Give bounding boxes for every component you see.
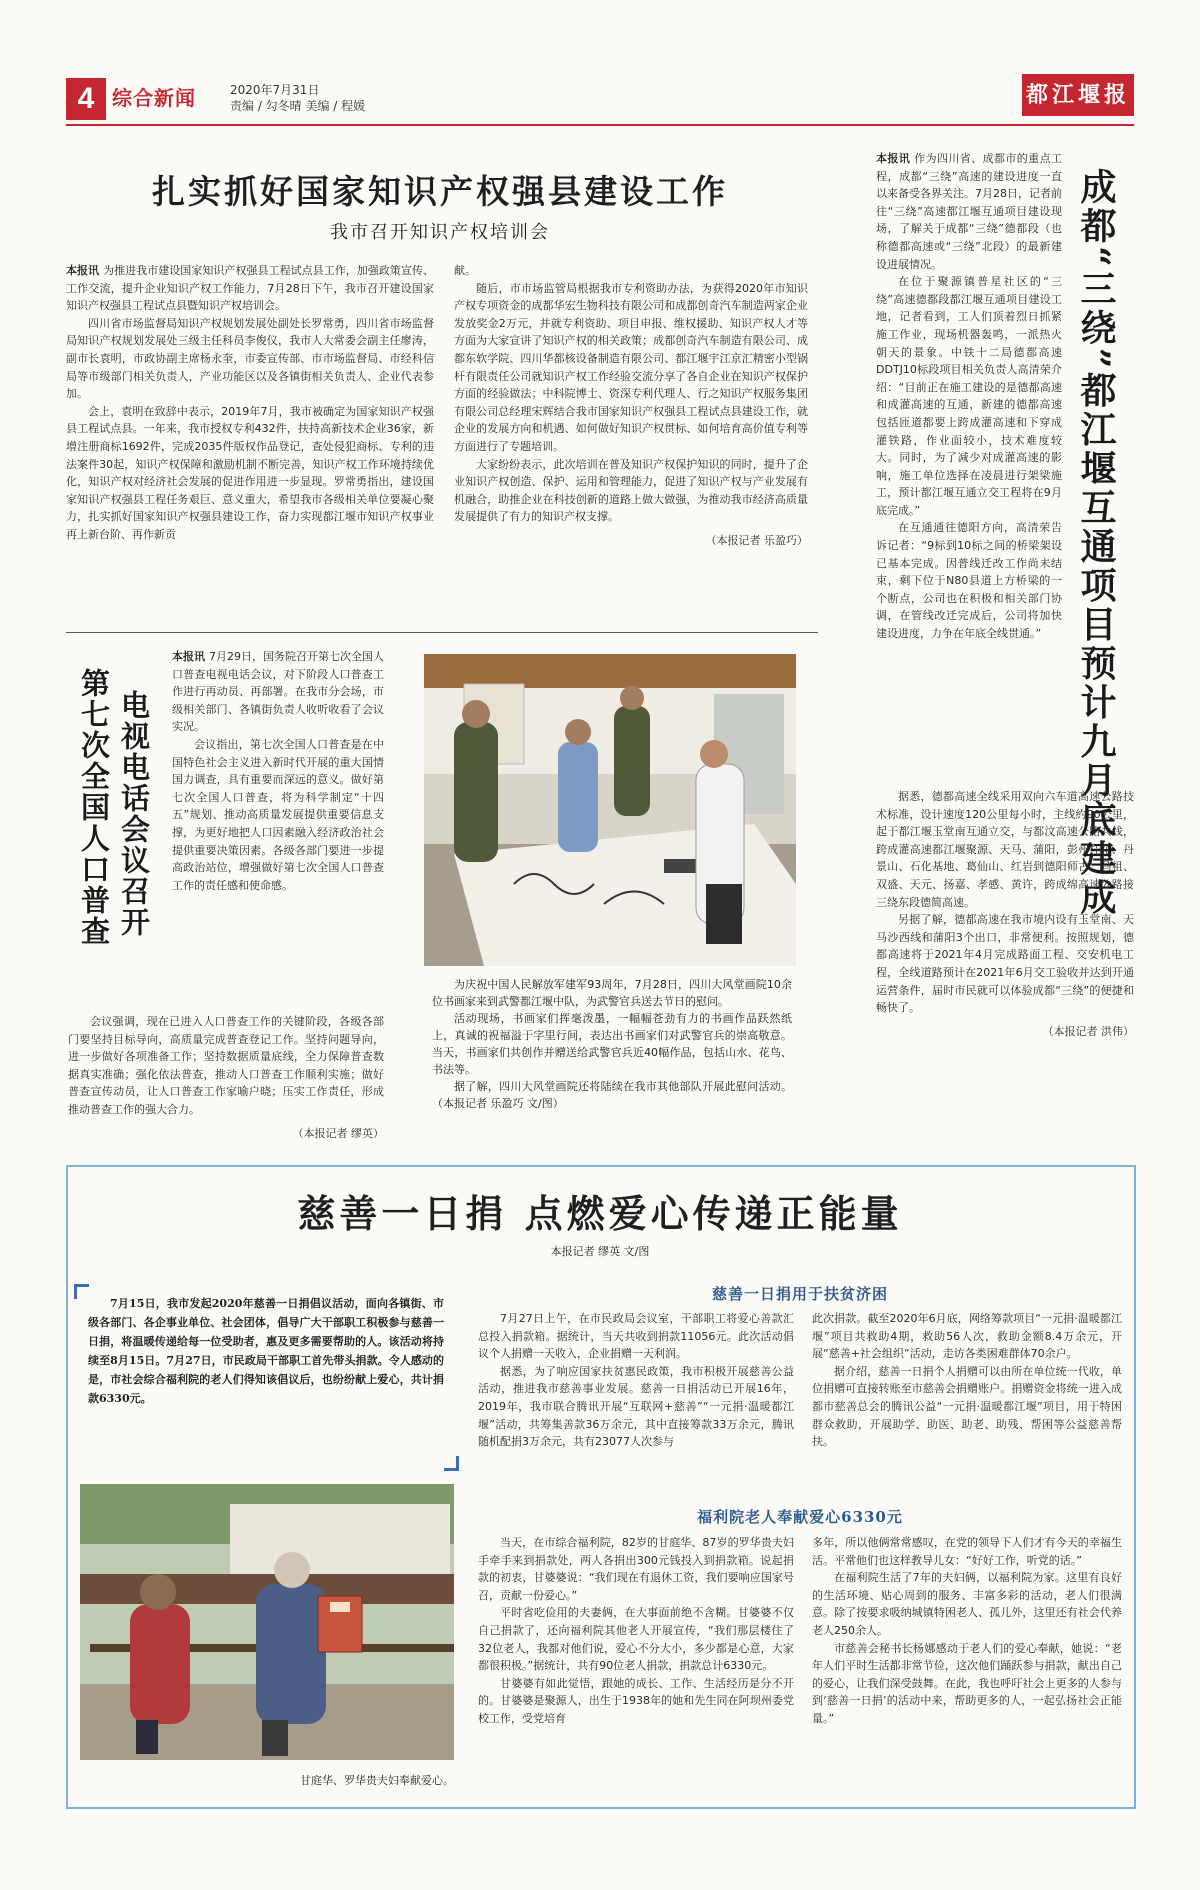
article2-text: 本报讯 7月29日，国务院召开第七次全国人口普查电视电话会议，对下阶段人口普查工作进行再动员、再部署。在我市分会场，市级相关部门、各镇街负责人收听收看了会议实况。 会议指出，第七次全国人口普查是在中国特色社会主义进入新时代开展的重大国情国力调查，具有重要而深远的意义。做好第七次全国人口普查，将为科学制定“十四五”规划、推动高质量发展提供重要信息支撑，为更好地把人口因素融入经济政治社会提供重要决策因素。各级各部门要进一步提高政治站位，增强做好第七次全国人口普查工作的责任感和使命感。: [172, 648, 384, 894]
charity-para: 当天，在市综合福利院，82岁的甘庭华、87岁的罗华贵夫妇手牵手来到捐款处，两人各捐出300元钱投入到捐款箱。说起捐款的初衷，甘婆婆说：“我们现在有退休工资，我们要响应国家号召，贡献一份爱心。”: [478, 1536, 794, 1602]
article2-title-line2: 第七次全国人口普查: [77, 668, 111, 947]
charity-para: 多年，所以他俩常常感叹，在党的领导下人们才有今天的幸福生活。平常他们也这样教导儿女：“好好工作，听党的话。”: [812, 1536, 1122, 1567]
article2-title-line1: 电视电话会议召开: [117, 690, 151, 938]
charity-intro-bracket: [444, 1456, 459, 1471]
article2-text-wide: [68, 1013, 384, 1142]
article1-para: 随后，市市场监管局根据我市专利资助办法，为获得2020年市知识产权专项资金的成都华宏生物科技有限公司和成都创奇汽车制造两家企业发放奖金2万元，并就专利资助、项目申报、维权援助、知识产权人才等方面为大家宣讲了知识产权的相关政策；成都创奇汽车制造有限公司、成都东软学院、四川华都核设备制造有限公司、都江堰宇江京汇精密小型锅杆有限责任公司就知识产权工作经验交流分享了各自企业在知识产权保护方面的经验做法；中科院博士、资深专利代理人、行之知识产权服务集团有限公司总经理宋辉结合我市国家知识产权强县工程试点县建设工作，就企业的发展方向和机遇、如何做好知识产权贯标、如何培育高价值专利等方面进行了专题培训。: [454, 281, 808, 453]
issue-meta: [230, 82, 365, 114]
charity-photo-caption: 甘庭华、罗华贵夫妇奉献爱心。: [300, 1774, 454, 1787]
divider: [66, 632, 818, 633]
charity-reporter: 本报记者 缪英 文/图: [550, 1245, 650, 1258]
article1-byline: （本报记者 乐盈巧）: [705, 533, 808, 547]
charity-subhead-2: 福利院老人奉献爱心6330元: [697, 1508, 903, 1526]
article3-text-bottom: [876, 788, 1134, 1040]
charity-para: 市慈善会秘书长杨娜感动于老人们的爱心奉献，她说：“老年人们平时生活都非常节俭，这次他们踊跃参与捐款，献出自己的爱心，让我们深受鼓舞。在此，我也呼吁社会上更多的人参与到‘慈善一日捐’的活动中来，帮助更多的人，一起弘扬社会正能量。”: [812, 1641, 1122, 1725]
article2-para: 会议指出，第七次全国人口普查是在中国特色社会主义进入新时代开展的重大国情国力调查，具有重要而深远的意义。做好第七次全国人口普查，将为科学制定“十四五”规划、推动高质量发展提供重要信息支撑，为更好地把人口因素融入经济政治社会提供重要决策因素。各级各部门要进一步提高政治站位，增强做好第七次全国人口普查工作的责任感和使命感。: [172, 737, 384, 892]
article3-para: 据悉，德都高速全线采用双向六车道高速公路技术标准，设计速度120公里每小时，主线約90公里，起于都江堰玉堂南互通立交，与都汶高速公路共线，跨成灌高速都江堰聚源、天马、蒲阳，彭州桂花、丹景山、石化基地、葛仙山、红岩到德阳师古、马祖、双盛、天元、扬嘉、孝感、黄许，跨成绵高速公路接三绕东段德简高速。: [876, 790, 1134, 909]
issue-date: 2020年7月31日: [230, 83, 320, 97]
article3-text-top: 本报讯 作为四川省、成都市的重点工程，成都“三绕”高速的建设进度一直以来备受各界关注。7月28日，记者前往“三绕”高速都江堰互通项目建设现场，了解关于成都“三绕”德都段（也称德都高速或“三绕”北段）的最新建设进展情况。 在位于聚源镇普星社区的“三绕”高速德都段都江堰互通项目建设工地，记者看到，工人们顶着烈日抓紧施工作业，现场机器轰鸣，一派热火朝天的景象。中铁十二局德都高速DDTJ10标段项目相关负责人高清荣介绍：“目前正在施工建设的是德都高速和成灌高速的互通，新建的德都高速包括匝道都要上跨成灌高速和下穿成灌铁路，作业面较小，技术难度较大。同时，为了减少对成灌高速的影响，施工单位选择在凌晨进行架梁施工，预计都江堰互通立交工程将在9月底完成。” 在互通通往德阳方向，高清荣告诉记者：“9标到10标之间的桥梁架设已基本完成。因普线迁改工作尚未结束，剩下位于N80县道上方桥梁的一个断点，公司也在积极和相关部门协调，在管线改迁完成后，公司将加快建设进度，力争在年底全线贯通。”: [876, 150, 1062, 643]
photo-calligraphy-event: [424, 654, 796, 966]
header-rule: [66, 124, 1134, 126]
article3-para: 在位于聚源镇普星社区的“三绕”高速德都段都江堰互通项目建设工地，记者看到，工人们顶着烈日抓紧施工作业，现场机器轰鸣，一派热火朝天的景象。中铁十二局德都高速DDTJ10标段项目相关负责人高清荣介绍：“目前正在施工建设的是德都高速和成灌高速的互通，新建的德都高速包括匝道都要上跨成灌高速和下穿成灌铁路，作业面较小，技术难度较大。同时，为了减少对成灌高速的影响，施工单位选择在凌晨进行架梁施工，预计都江堰互通立交工程将在9月底完成。”: [876, 275, 1062, 517]
article2-byline: （本报记者 缪英）: [292, 1126, 384, 1140]
article3-title: 成都“三绕”都江堰互通项目预计九月底建成: [1075, 168, 1117, 918]
charity-title: 慈善一日捐 点燃爱心传递正能量: [297, 1191, 903, 1236]
article1-title: 扎实抓好国家知识产权强县建设工作: [152, 172, 728, 211]
issue-editors: 责编 / 勾冬晴 美编 / 程媛: [230, 99, 366, 113]
article1-para: 为推进我市建设国家知识产权强县工程试点县工作，加强政策宣传、工作交流，提升企业知识产权工作能力，7月28日下午，我市召开建设国家知识产权强县工程试点县暨知识产权培训会。: [66, 264, 434, 313]
charity-intro-bracket: [74, 1284, 89, 1299]
article2-para: 7月29日，国务院召开第七次全国人口普查电视电话会议，对下阶段人口普查工作进行再动员、再部署。在我市分会场，市级相关部门、各镇街负责人收听收看了会议实况。: [172, 650, 384, 734]
article1-para: 会上，袁明在致辞中表示，2019年7月，我市被确定为国家知识产权强县工程试点县。一年来，我市授权专利432件，扶持高新技术企业36家，新增注册商标1692件，完成2035件版权作品登记，查处侵犯商标、专利的违法案件30起，知识产权保障和激励机制不断完善，知识产权工作环境持续优化，知识产权对经济社会发展的促进作用进一步显现。罗常勇指出，建设国家知识产权强县工程任务艰巨、意义重大，希望我市各级相关单位要凝心聚力，扎实抓好国家知识产权强县建设工作，奋力实现都江堰市知识产权事业再上新台阶、再作新贡: [66, 404, 434, 541]
article1-col2: [454, 262, 808, 550]
charity-intro: 7月15日，我市发起2020年慈善一日捐倡议活动，面向各镇街、市级各部门、各企事业单位、社会团体，倡导广大干部职工积极参与慈善一日捐，将温暖传递给每一位受助者，惠及更多需要帮助的人。该活动将持续至8月15日。7月27日，市民政局干部职工首先带头捐款。令人感动的是，市社会综合福利院的老人们得知该倡议后，也纷纷献上爱心，共计捐款6330元。: [88, 1297, 444, 1405]
charity-para: 在福利院生活了7年的夫妇俩，以福利院为家。这里有良好的生活环境、贴心周到的服务、丰富多彩的活动，老人们很满意。除了按要求吸纳城镇特困老人、孤儿外，这里还有社会代养老人250余人。: [812, 1571, 1122, 1637]
article1-subtitle: 我市召开知识产权培训会: [330, 222, 550, 243]
article3-para: 作为四川省、成都市的重点工程，成都“三绕”高速的建设进度一直以来备受各界关注。7月28日，记者前往“三绕”高速都江堰互通项目建设现场，了解关于成都“三绕”德都段（也称德都高速或“三绕”北段）的最新建设进展情况。: [876, 152, 1063, 271]
charity-para: 甘婆婆有如此觉悟，跟她的成长、工作、生活经历是分不开的。甘婆婆是聚源人，出生于1938年的她和先生同在阿坝州委党校工作，受党培育: [478, 1676, 794, 1725]
charity-sub2-col1: [478, 1534, 794, 1728]
newspaper-logo: 都江堰报: [1022, 74, 1134, 116]
photo-elderly-donation: [80, 1484, 454, 1760]
caption-para: 据了解，四川大风堂画院还将陆续在我市其他部队开展此慰问活动。（本报记者 乐盈巧 文/图）: [432, 1080, 792, 1110]
charity-para: 此次捐款。截至2020年6月底，网络筹款项目“一元捐·温暖都江堰”项目共救助4期，救助56人次，救助金额8.4万余元，开展“慈善+社会组织”活动，走访各类困难群体70余户。: [812, 1312, 1122, 1361]
caption-para: 活动现场，书画家们挥毫泼墨，一幅幅苍劲有力的书画作品跃然纸上，真诚的祝福溢于字里行间，表达出书画家们对武警官兵的崇高敬意。当天，书画家们共创作并赠送给武警官兵近40幅作品，包括山水、花鸟、书法等。: [432, 1012, 792, 1076]
charity-sub2-col2: [812, 1534, 1122, 1728]
article3-byline: （本报记者 洪伟）: [1042, 1024, 1134, 1038]
article1-col1: 本报讯 为推进我市建设国家知识产权强县工程试点县工作，加强政策宣传、工作交流，提升企业知识产权工作能力，7月28日下午，我市召开建设国家知识产权强县工程试点县暨知识产权培训会。 四川省市场监督局知识产权规划发展处副处长罗常勇，四川省市场监督局知识产权规划发展处三级主任科员李俊仪，我市人大常委会副主任廖涛，副市长袁明，市政协副主席杨永奎，市委宣传部、市市场监督局、市经科信局等市级部门相关负责人，产业功能区以及各镇街相关负责人、企业代表参加。 会上，袁明在致辞中表示，2019年7月，我市被确定为国家知识产权强县工程试点县。一年来，我市授权专利432件，扶持高新技术企业36家，新增注册商标1692件，完成2035件版权作品登记，查处侵犯商标、专利的违法案件30起，知识产权保障和激励机制不断完善，知识产权工作环境持续优化，知识产权对经济社会发展的促进作用进一步显现。罗常勇指出，建设国家知识产权强县工程任务艰巨、意义重大，希望我市各级相关单位要凝心聚力，扎实抓好国家知识产权强县建设工作，奋力实现都江堰市知识产权事业再上新台阶、再作新贡: [66, 262, 434, 544]
article2-para: 会议强调，现在已进入人口普查工作的关键阶段，各级各部门要坚持目标导向，高质量完成普查登记工作。坚持问题导向，进一步做好各项准备工作；坚持数据质量底线，全力保障普查数据真实准确；强化依法普查，推动人口普查工作顺利实施；做好普查宣传动员，让人口普查工作家喻户晓；压实工作责任，形成推动普查工作的强大合力。: [68, 1015, 384, 1116]
article3-para: 另据了解，德都高速在我市境内设有玉堂南、天马沙西线和蒲阳3个出口，非常便利。按照规划，德都高速将于2021年4月完成路面工程、交安机电工程，全线道路预计在2021年6月交工验收并达到开通运营条件，届时市民就可以体验成都“三绕”的便捷和畅快了。: [876, 913, 1134, 1015]
caption-para: 为庆祝中国人民解放军建军93周年，7月28日，四川大风堂画院10余位书画家来到武警都江堰中队，为武警官兵送去节日的慰问。: [432, 978, 792, 1008]
charity-para: 据悉，为了响应国家扶贫惠民政策，我市积极开展慈善公益活动，推进我市慈善事业发展。慈善一日捐活动已开展16年，2019年，我市联合腾讯开展“互联网+慈善”“一元捐·温暖都江堰”活动，共筹集善款36万余元，其中直接筹款33万余元，腾讯随机配捐3万余元，共有23077人次参与: [478, 1364, 794, 1449]
charity-para: 据介绍，慈善一日捐个人捐赠可以由所在单位统一代收，单位捐赠可直接转账至市慈善会捐赠账户。捐赠资金将统一进入成都市慈善总会的腾讯公益“一元捐·温暖都江堰”项目，用于特困群众救助，开展助学、助医、助老、助残、帮困等公益慈善帮扶。: [812, 1364, 1122, 1449]
page-number: 4: [66, 78, 106, 120]
article1-para: 献。: [454, 264, 476, 277]
charity-para: 7月27日上午，在市民政局会议室，干部职工将爱心善款汇总投入捐款箱。据统计，当天共收到捐款11056元。此次活动倡议个人捐赠一天收入，企业捐赠一天利润。: [478, 1312, 794, 1361]
charity-sub1-col2: [812, 1310, 1122, 1451]
article1-para: 四川省市场监督局知识产权规划发展处副处长罗常勇，四川省市场监督局知识产权规划发展处三级主任科员李俊仪，我市人大常委会副主任廖涛，副市长袁明，市政协副主席杨永奎，市委宣传部、市市场监督局、市经科信局等市级部门相关负责人，产业功能区以及各镇街相关负责人、企业代表参加。: [66, 316, 434, 401]
charity-subhead-1: 慈善一日捐用于扶贫济困: [711, 1285, 888, 1303]
photo1-caption: [432, 976, 792, 1112]
article1-para: 大家纷纷表示，此次培训在普及知识产权保护知识的同时，提升了企业知识产权创造、保护、运用和管理能力，促进了知识产权与产业发展有机融合，助推企业在科技创新的道路上做大做强，为推动我市经济高质量发展提供了有力的知识产权支撑。: [454, 457, 808, 524]
charity-para: 平时省吃俭用的夫妻俩，在大事面前绝不含糊。甘婆婆不仅自己捐款了，还向福利院其他老人开展宣传，“我们那层楼住了32位老人，我都对他们说，爱心不分大小，多少都是心意，大家都很积极。”据统计，共有90位老人捐款，捐款总计6330元。: [478, 1606, 794, 1673]
article3-para: 在互通通往德阳方向，高清荣告诉记者：“9标到10标之间的桥梁架设已基本完成。因普线迁改工作尚未结束，剩下位于N80县道上方桥梁的一个断点，公司也在积极和相关部门协调，在管线改迁完成后，公司将加快建设进度，力争在年底全线贯通。”: [876, 521, 1062, 641]
section-name: 综合新闻: [112, 86, 196, 110]
charity-sub1-col1: [478, 1310, 794, 1451]
